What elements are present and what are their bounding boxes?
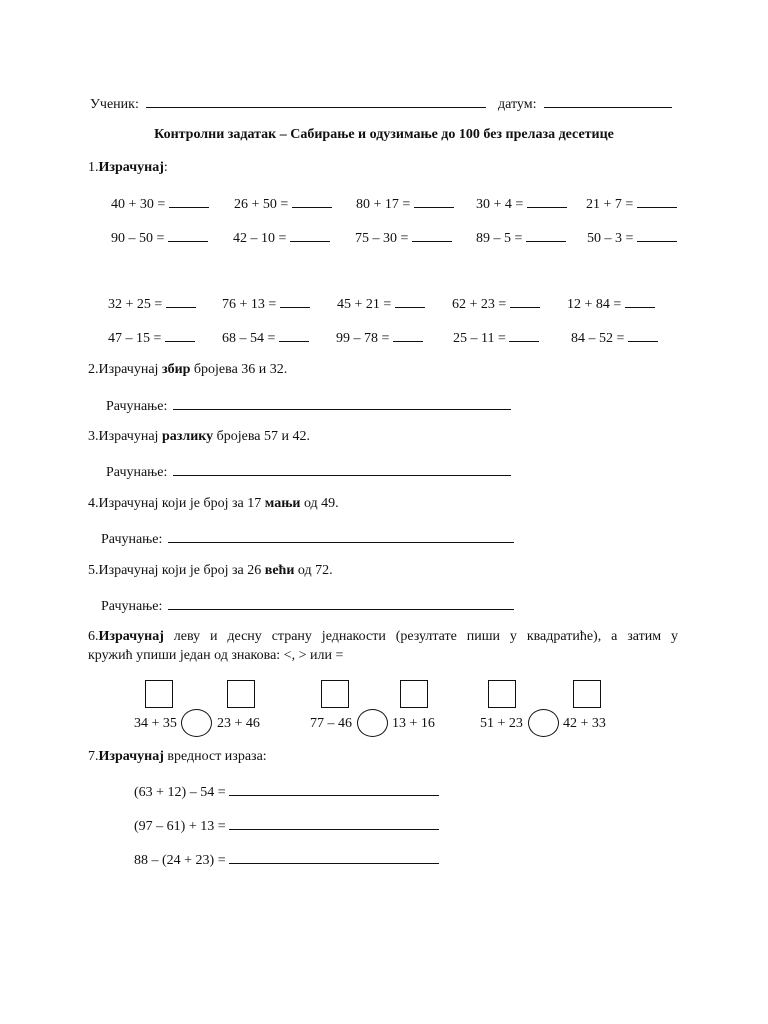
compare-left: 77 – 46 [310, 716, 352, 731]
problem: 25 – 11 = [453, 328, 539, 347]
calc-field[interactable] [168, 596, 514, 610]
compare-circle[interactable] [181, 709, 212, 737]
task4-calc-row [101, 529, 514, 548]
problem: 80 + 17 = [356, 194, 454, 213]
date-row [498, 94, 672, 113]
answer-field[interactable] [414, 194, 454, 208]
page-title: Контролни задатак – Сабирање и одузимање до 100 без прелаза десетице [154, 127, 614, 142]
problem: 84 – 52 = [571, 328, 658, 347]
answer-field[interactable] [166, 294, 196, 308]
answer-box[interactable] [400, 680, 428, 708]
answer-box[interactable] [227, 680, 255, 708]
answer-field[interactable] [290, 228, 330, 242]
problem: 99 – 78 = [336, 328, 423, 347]
expression-answer-field[interactable] [229, 816, 439, 830]
answer-field[interactable] [292, 194, 332, 208]
date-label: датум: [498, 97, 537, 112]
calc-field[interactable] [168, 529, 514, 543]
student-label: Ученик: [90, 97, 139, 112]
answer-field[interactable] [637, 194, 677, 208]
compare-right: 42 + 33 [563, 716, 606, 731]
answer-box[interactable] [573, 680, 601, 708]
answer-field[interactable] [395, 294, 425, 308]
problem: 50 – 3 = [587, 228, 677, 247]
problem: 47 – 15 = [108, 328, 195, 347]
compare-circle[interactable] [357, 709, 388, 737]
answer-box[interactable] [145, 680, 173, 708]
problem: 89 – 5 = [476, 228, 566, 247]
task2-heading: 2.Израчунај збир бројева 36 и 32. [88, 362, 288, 377]
answer-box[interactable] [321, 680, 349, 708]
problem: 90 – 50 = [111, 228, 208, 247]
calc-field[interactable] [173, 462, 511, 476]
problem: 21 + 7 = [586, 194, 677, 213]
problem: 12 + 84 = [567, 294, 655, 313]
task5-calc-row [101, 596, 514, 615]
compare-right: 13 + 16 [392, 716, 435, 731]
compare-left: 51 + 23 [480, 716, 523, 731]
compare-left: 34 + 35 [134, 716, 177, 731]
calc-label: Рачунање: [106, 465, 168, 480]
task3-heading: 3.Израчунај разлику бројева 57 и 42. [88, 429, 310, 444]
answer-field[interactable] [527, 194, 567, 208]
problem: 32 + 25 = [108, 294, 196, 313]
answer-field[interactable] [279, 328, 309, 342]
problem: 30 + 4 = [476, 194, 567, 213]
calc-label: Рачунање: [106, 399, 168, 414]
answer-field[interactable] [625, 294, 655, 308]
task7-heading: 7.Израчунај вредност израза: [88, 749, 267, 764]
answer-field[interactable] [393, 328, 423, 342]
task5-heading: 5.Израчунај који је број за 26 већи од 72. [88, 563, 333, 578]
expression-row: (97 – 61) + 13 = [134, 816, 439, 835]
student-name-row [90, 94, 486, 113]
answer-field[interactable] [280, 294, 310, 308]
problem: 62 + 23 = [452, 294, 540, 313]
problem: 40 + 30 = [111, 194, 209, 213]
calc-label: Рачунање: [101, 599, 163, 614]
expression-answer-field[interactable] [229, 850, 439, 864]
student-name-field[interactable] [146, 94, 486, 108]
answer-field[interactable] [169, 194, 209, 208]
problem: 75 – 30 = [355, 228, 452, 247]
problem: 45 + 21 = [337, 294, 425, 313]
answer-field[interactable] [509, 328, 539, 342]
problem: 68 – 54 = [222, 328, 309, 347]
answer-field[interactable] [165, 328, 195, 342]
task2-calc-row [106, 396, 511, 415]
expression-row: 88 – (24 + 23) = [134, 850, 439, 869]
calc-field[interactable] [173, 396, 511, 410]
task3-calc-row [106, 462, 511, 481]
answer-field[interactable] [628, 328, 658, 342]
compare-right: 23 + 46 [217, 716, 260, 731]
problem: 76 + 13 = [222, 294, 310, 313]
calc-label: Рачунање: [101, 532, 163, 547]
task6-heading: 6.Израчунај леву и десну страну једнакости (резултате пиши у квадратиће), а затим у кружић упиши један од знакова: <, > или = [88, 629, 678, 663]
date-field[interactable] [544, 94, 672, 108]
answer-field[interactable] [168, 228, 208, 242]
answer-field[interactable] [637, 228, 677, 242]
answer-field[interactable] [412, 228, 452, 242]
problem: 26 + 50 = [234, 194, 332, 213]
answer-field[interactable] [510, 294, 540, 308]
compare-circle[interactable] [528, 709, 559, 737]
expression-answer-field[interactable] [229, 782, 439, 796]
task1-heading: 1.Израчунај: [88, 160, 168, 175]
task4-heading: 4.Израчунај који је број за 17 мањи од 49. [88, 496, 339, 511]
expression-row: (63 + 12) – 54 = [134, 782, 439, 801]
answer-field[interactable] [526, 228, 566, 242]
answer-box[interactable] [488, 680, 516, 708]
problem: 42 – 10 = [233, 228, 330, 247]
